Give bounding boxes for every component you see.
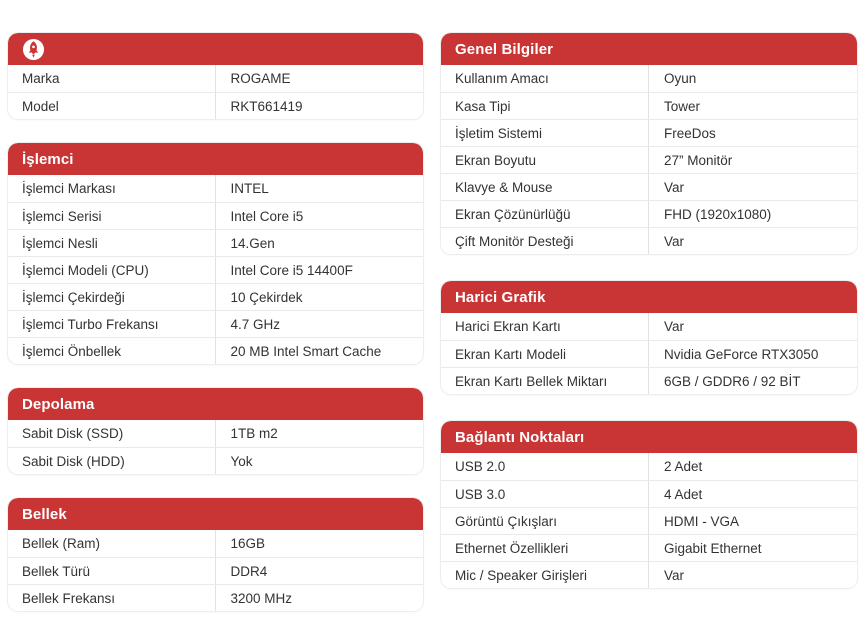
spec-label: Ekran Kartı Modeli	[441, 341, 649, 367]
right-column	[441, 33, 857, 635]
spec-value: Oyun	[664, 71, 697, 86]
section-header	[441, 33, 857, 65]
spec-row	[8, 65, 423, 92]
spec-label: Ekran Kartı Bellek Miktarı	[441, 368, 649, 394]
spec-row	[441, 146, 857, 173]
spec-value: 16GB	[230, 536, 266, 551]
spec-row	[441, 173, 857, 200]
spec-label: Görüntü Çıkışları	[441, 508, 649, 534]
spec-label: Bellek Türü	[8, 558, 216, 584]
spec-value: 4.7 GHz	[230, 316, 281, 332]
spec-row	[8, 530, 423, 557]
spec-row	[441, 480, 857, 507]
spec-label: Kullanım Amacı	[441, 65, 649, 92]
spec-row	[441, 92, 857, 119]
spec-value: RKT661419	[230, 98, 303, 114]
section-title: Bellek	[22, 505, 67, 523]
spec-label: İşlemci Çekirdeği	[8, 284, 216, 310]
section-header	[8, 33, 423, 65]
spec-value: INTEL	[230, 181, 269, 196]
section-title: Harici Grafik	[455, 288, 546, 306]
spec-row	[8, 337, 423, 364]
spec-value: Var	[664, 319, 685, 334]
spec-label: Bellek (Ram)	[8, 530, 216, 557]
spec-value: DDR4	[230, 563, 268, 579]
section-header	[8, 388, 423, 420]
spec-value: 14.Gen	[230, 235, 275, 251]
spec-value: Var	[664, 567, 685, 583]
spec-row	[8, 256, 423, 283]
spec-value: FreeDos	[664, 125, 716, 141]
spec-row	[441, 561, 857, 588]
spec-value: Intel Core i5	[230, 208, 304, 224]
spec-value: 1TB m2	[230, 426, 278, 441]
spec-label: USB 2.0	[441, 453, 649, 480]
spec-row	[441, 507, 857, 534]
spec-row	[8, 310, 423, 337]
section-header	[441, 281, 857, 313]
section-title: Genel Bilgiler	[455, 40, 554, 58]
spec-value: 2 Adet	[664, 459, 703, 474]
spec-rows	[8, 420, 423, 474]
spec-row	[441, 200, 857, 227]
spec-rows	[441, 313, 857, 394]
spec-value: Gigabit Ethernet	[664, 540, 762, 556]
spec-label: İşlemci Serisi	[8, 203, 216, 229]
spec-label: Ekran Çözünürlüğü	[441, 201, 649, 227]
spec-card	[441, 33, 857, 254]
spec-value: 27” Monitör	[664, 152, 733, 168]
spec-value: Yok	[230, 453, 253, 469]
spec-label: Mic / Speaker Girişleri	[441, 562, 649, 588]
spec-value: 10 Çekirdek	[230, 289, 303, 305]
spec-rows	[8, 65, 423, 119]
spec-rows	[441, 453, 857, 588]
spec-row	[441, 453, 857, 480]
spec-value: Intel Core i5 14400F	[230, 262, 353, 278]
spec-label: Sabit Disk (HDD)	[8, 448, 216, 474]
spec-value: 3200 MHz	[230, 590, 293, 606]
section-title: Depolama	[22, 395, 95, 413]
spec-label: İşlemci Modeli (CPU)	[8, 257, 216, 283]
spec-row	[8, 584, 423, 611]
spec-label: İşlemci Turbo Frekansı	[8, 311, 216, 337]
spec-label: İşlemci Markası	[8, 175, 216, 202]
spec-value: FHD (1920x1080)	[664, 206, 772, 222]
spec-row	[441, 119, 857, 146]
spec-rows	[8, 530, 423, 611]
spec-row	[441, 313, 857, 340]
spec-value: Var	[664, 233, 685, 249]
spec-card	[441, 421, 857, 588]
spec-label: Klavye & Mouse	[441, 174, 649, 200]
spec-label: İşlemci Önbellek	[8, 338, 216, 364]
spec-row	[8, 202, 423, 229]
spec-card	[8, 388, 423, 474]
spec-card	[8, 33, 423, 119]
spec-value: ROGAME	[230, 71, 291, 86]
spec-value: 4 Adet	[664, 486, 703, 502]
spec-card	[441, 281, 857, 394]
section-title: İşlemci	[22, 150, 74, 168]
spec-label: İşletim Sistemi	[441, 120, 649, 146]
left-column	[8, 33, 423, 635]
spec-value: HDMI - VGA	[664, 513, 740, 529]
rocket-badge-icon	[22, 38, 45, 61]
spec-label: Sabit Disk (SSD)	[8, 420, 216, 447]
spec-label: USB 3.0	[441, 481, 649, 507]
spec-rows	[8, 175, 423, 364]
spec-row	[8, 92, 423, 119]
spec-rows	[441, 65, 857, 254]
spec-label: Model	[8, 93, 216, 119]
spec-row	[8, 557, 423, 584]
spec-label: Ethernet Özellikleri	[441, 535, 649, 561]
spec-value: 20 MB Intel Smart Cache	[230, 343, 382, 359]
spec-row	[8, 229, 423, 256]
spec-row	[441, 340, 857, 367]
spec-value: Var	[664, 179, 685, 195]
spec-label: Bellek Frekansı	[8, 585, 216, 611]
spec-card	[8, 143, 423, 364]
spec-label: Marka	[8, 65, 216, 92]
spec-label: Çift Monitör Desteği	[441, 228, 649, 254]
spec-label: İşlemci Nesli	[8, 230, 216, 256]
spec-value: Tower	[664, 98, 701, 114]
spec-row	[8, 175, 423, 202]
spec-card	[8, 498, 423, 611]
spec-value: Nvidia GeForce RTX3050	[664, 346, 819, 362]
spec-row	[441, 534, 857, 561]
spec-row	[441, 65, 857, 92]
spec-label: Harici Ekran Kartı	[441, 313, 649, 340]
spec-label: Ekran Boyutu	[441, 147, 649, 173]
spec-row	[441, 367, 857, 394]
spec-row	[8, 283, 423, 310]
section-title: Bağlantı Noktaları	[455, 428, 585, 446]
spec-label: Kasa Tipi	[441, 93, 649, 119]
spec-row	[8, 420, 423, 447]
section-header	[8, 498, 423, 530]
section-header	[441, 421, 857, 453]
spec-value: 6GB / GDDR6 / 92 BİT	[664, 373, 801, 389]
spec-row	[441, 227, 857, 254]
spec-row	[8, 447, 423, 474]
section-header	[8, 143, 423, 175]
